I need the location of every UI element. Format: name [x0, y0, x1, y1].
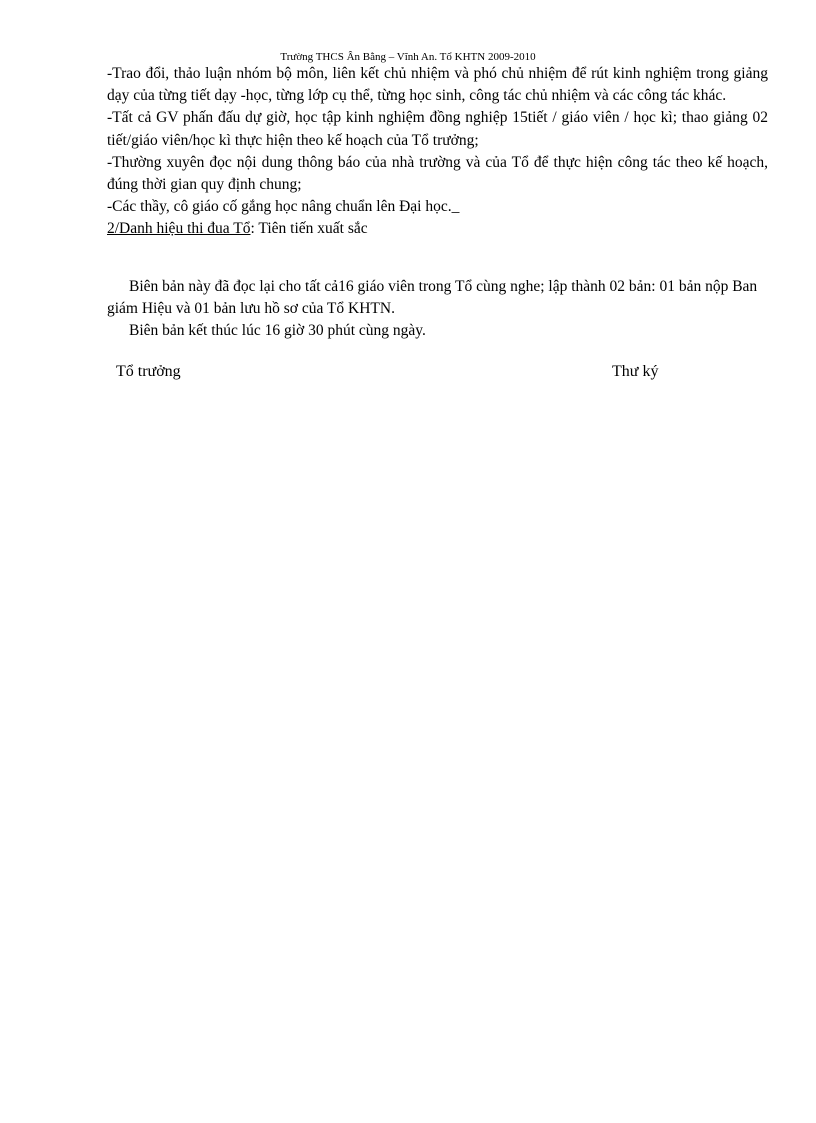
body-paragraph-qualification: -Các thầy, cô giáo cố gắng học nâng chuẩn lên Đại học._ — [107, 198, 460, 216]
closing-block — [107, 276, 768, 343]
document-body — [107, 63, 768, 241]
closing-paragraph-end-time: Biên bản kết thúc lúc 16 giờ 30 phút cùng ngày. — [129, 322, 426, 340]
body-paragraph-discussion: -Trao đổi, thảo luận nhóm bộ môn, liên kết chủ nhiệm và phó chủ nhiệm để rút kinh nghiệm trong giảng dạy của từng tiết dạy -học, từng lớp cụ thể, từng học sinh, công tác chủ nhiệm và các công tác khác. — [107, 65, 768, 105]
signature-team-leader: Tổ trưởng — [116, 363, 181, 380]
page-header: Trường THCS Ân Bằng – Vĩnh An. Tổ KHTN 2009-2010 — [280, 51, 536, 63]
body-paragraph-class-observation: -Tất cả GV phấn đấu dự giờ, học tập kinh nghiệm đồng nghiệp 15tiết / giáo viên / học kì; thao giảng 02 tiết/giáo viên/học kì thực hiện theo kế hoạch của Tổ trưởng; — [107, 109, 768, 149]
closing-paragraph-copies: Biên bản này đã đọc lại cho tất cả16 giáo viên trong Tổ cùng nghe; lập thành 02 bản: 01 bản nộp Ban giám Hiệu và 01 bản lưu hồ sơ của Tổ KHTN. — [107, 278, 758, 318]
award-label: 2/Danh hiệu thi đua Tổ — [107, 220, 251, 238]
body-paragraph-announcements: -Thường xuyên đọc nội dung thông báo của nhà trường và của Tổ để thực hiện công tác theo kế hoạch, đúng thời gian quy định chung; — [107, 153, 768, 194]
award-line — [107, 218, 768, 240]
signature-row — [0, 361, 816, 385]
award-value: : Tiên tiến xuất sắc — [250, 220, 368, 238]
signature-secretary: Thư ký — [612, 363, 659, 380]
